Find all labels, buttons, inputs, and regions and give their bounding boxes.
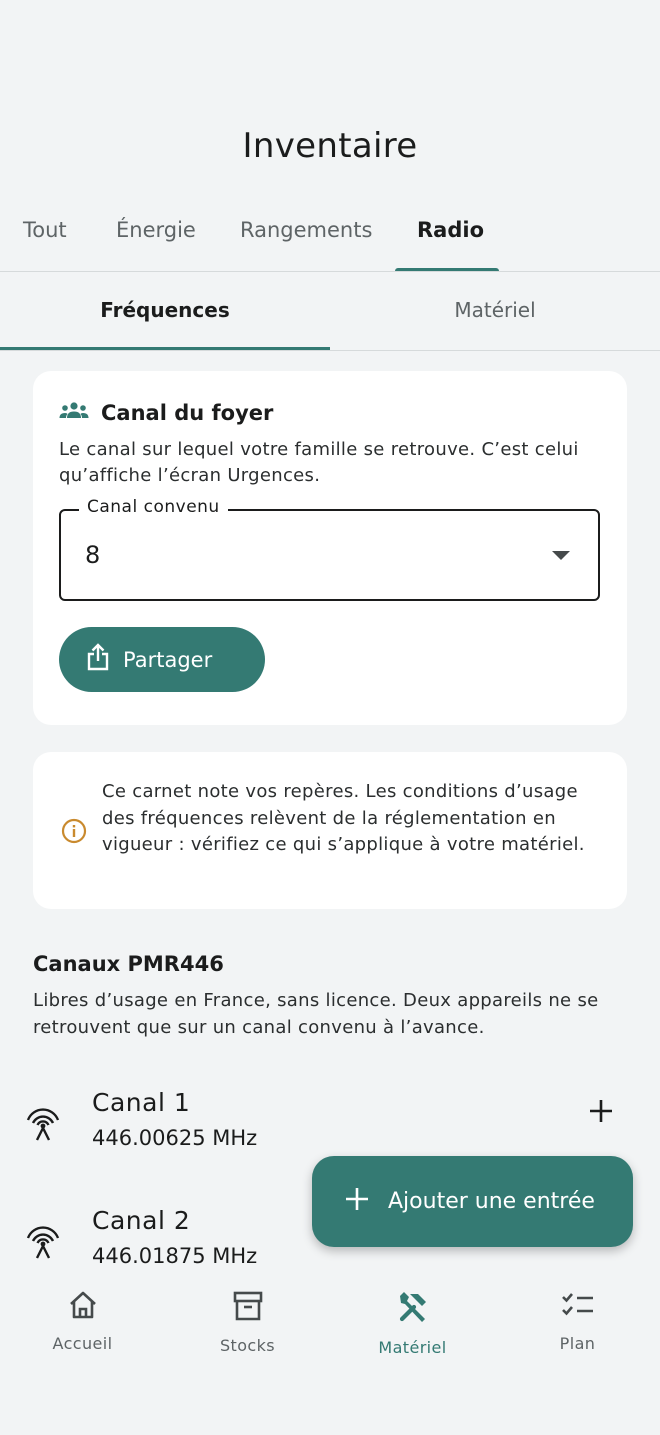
section-description: Libres d’usage en France, sans licence. Deux appareils ne se retrouvent que sur un canal convenu à l’avance. [33, 990, 599, 1038]
subtab-frequences[interactable]: Fréquences [100, 298, 230, 322]
add-icon[interactable] [588, 1098, 614, 1128]
fab-label: Ajouter une entrée [388, 1189, 595, 1214]
tab-rangements[interactable]: Rangements [240, 218, 373, 242]
select-value: 8 [85, 541, 101, 569]
category-tabs [0, 212, 660, 272]
nav-label: Accueil [52, 1334, 113, 1353]
dropdown-caret-icon [552, 551, 570, 560]
nav-label: Stocks [219, 1336, 276, 1355]
share-icon [87, 643, 109, 676]
info-text: Ce carnet note vos repères. Les conditions d’usage des fréquences relèvent de la réglementation en vigueur : vérifiez ce qui s’applique à votre matériel. [102, 781, 585, 855]
share-button[interactable] [59, 627, 265, 692]
page-title: Inventaire [242, 126, 418, 166]
antenna-icon [26, 1224, 60, 1264]
household-channel-card [33, 371, 627, 725]
tab-radio[interactable]: Radio [417, 218, 484, 242]
family-icon [59, 401, 89, 425]
card-header [59, 401, 273, 425]
nav-item-accueil[interactable] [0, 1290, 165, 1353]
nav-item-plan[interactable] [495, 1290, 660, 1353]
radio-subtabs [0, 272, 660, 351]
add-entry-fab[interactable] [312, 1156, 633, 1247]
nav-label: Matériel [378, 1338, 447, 1357]
section-title: Canaux PMR446 [33, 952, 224, 976]
share-label: Partager [123, 647, 213, 672]
checklist-icon [561, 1290, 595, 1324]
nav-label: Plan [559, 1334, 596, 1353]
nav-item-stocks[interactable] [165, 1290, 330, 1355]
tools-icon [396, 1290, 430, 1328]
channel-frequency: 446.01875 MHz [92, 1244, 258, 1268]
subtab-active-indicator [0, 347, 330, 350]
bottom-navigation [0, 1268, 660, 1435]
info-icon [61, 818, 87, 848]
antenna-icon [26, 1106, 60, 1146]
home-icon [67, 1290, 99, 1324]
tab-tout[interactable]: Tout [23, 218, 67, 242]
select-label: Canal convenu [79, 497, 228, 517]
agreed-channel-select[interactable] [59, 497, 600, 601]
channel-name: Canal 2 [92, 1206, 191, 1235]
card-title: Canal du foyer [101, 401, 274, 425]
tab-energie[interactable]: Énergie [116, 218, 196, 242]
card-description: Le canal sur lequel votre famille se retrouve. C’est celui qu’affiche l’écran Urgences. [59, 439, 579, 486]
archive-icon [232, 1290, 264, 1326]
channel-frequency: 446.00625 MHz [92, 1126, 258, 1150]
info-card [33, 752, 627, 909]
tab-active-indicator [395, 268, 499, 271]
channel-name: Canal 1 [92, 1088, 191, 1117]
nav-item-materiel[interactable] [330, 1290, 495, 1357]
plus-icon [344, 1186, 370, 1218]
subtab-materiel[interactable]: Matériel [454, 298, 536, 322]
